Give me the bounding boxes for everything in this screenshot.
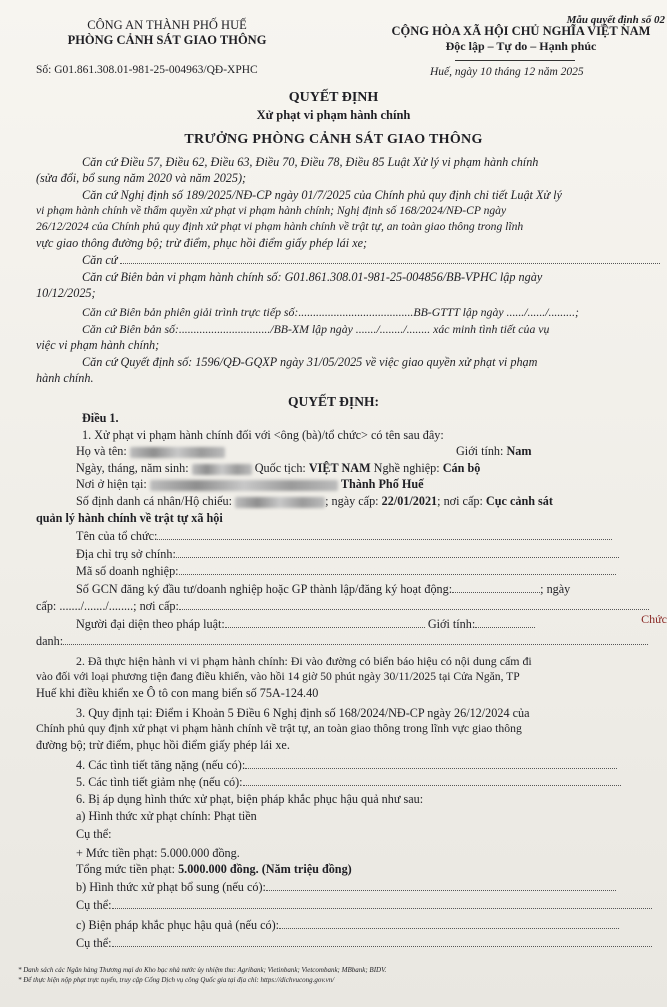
item3-line: đường bộ; trừ điểm, phục hồi điểm giấy phép lái xe. [36, 738, 290, 752]
preamble-line: vực giao thông đường bộ; trừ điểm, phục hồi điểm giấy phép lái xe; [36, 236, 368, 250]
dob-row: Ngày, tháng, năm sinh: Quốc tịch: VIỆT NAM Nghề nghiệp: Cán bộ [76, 461, 481, 475]
preamble-line: Căn cứ Nghị định số 189/2025/NĐ-CP ngày 01/7/2025 của Chính phủ quy định chi tiết Luật Xử lý [82, 188, 562, 202]
gcn-row: Số GCN đăng ký đầu tư/doanh nghiệp hoặc GP thành lập/đăng ký hoạt động: ; ngày [76, 582, 571, 596]
preamble-line: Căn cứ Quyết định số: 1596/QĐ-GQXP ngày 31/05/2025 về việc giao quyền xử phạt vi phạm [82, 355, 538, 369]
title-row: danh: [36, 633, 648, 650]
issue-place-cont: quản lý hành chính về trật tự xã hội [36, 511, 223, 525]
item2-line: Huế khi điều khiển xe Ô tô con mang biển số 75A-124.40 [36, 686, 319, 700]
preamble-line: (sửa đổi, bổ sung năm 2020 và năm 2025); [36, 171, 247, 185]
position-label: Chức [641, 612, 667, 626]
preamble-line: Căn cứ [82, 252, 660, 269]
biz-code-row: Mã số doanh nghiệp: [76, 563, 616, 580]
item5-row: 5. Các tình tiết giảm nhẹ (nếu có): [76, 774, 621, 791]
footnote-online-payment: * Để thực hiện nộp phạt trực tuyến, truy cập Cổng Dịch vụ công Quốc gia tại địa chỉ: https://dichvucong.gov.vn/ [18, 976, 335, 984]
footnote-banks: * Danh sách các Ngân hàng Thương mại do Kho bạc nhà nước ủy nhiệm thu: Agribank; Vietinbank; Vietcombank; MBbank; BIDV. [18, 966, 387, 974]
address-row: Nơi ở hiện tại: Thành Phố Huế [76, 477, 424, 491]
document-subtitle: Xử phạt vi phạm hành chính [256, 108, 411, 122]
motto-underline [455, 60, 575, 61]
country-name: CỘNG HÒA XÃ HỘI CHỦ NGHĨA VIỆT NAM [391, 24, 651, 38]
preamble-line: Căn cứ Biên bản phiên giải trình trực tiếp số:.......................................BB-GTTT lập ngày ....../....../.........; [82, 305, 579, 319]
detail-b-row: Cụ thể: [76, 897, 652, 914]
motto: Độc lập – Tự do – Hạnh phúc [445, 39, 597, 53]
authority-title: TRƯỞNG PHÒNG CẢNH SÁT GIAO THÔNG [184, 132, 483, 147]
detail-label: Cụ thể: [76, 827, 112, 841]
preamble-line: 10/12/2025; [36, 286, 96, 300]
item1-intro: 1. Xử phạt vi phạm hành chính đối với <ông (bà)/tổ chức> có tên sau đây: [82, 428, 444, 442]
form-number: Mẫu quyết định số 02 [566, 14, 665, 26]
remedial-measures-row: c) Biện pháp khắc phục hậu quả (nếu có): [76, 917, 619, 934]
preamble-line: vi phạm hành chính về thẩm quyền xử phạt vi phạm hành chính; Nghị định số 168/2024/NĐ-CP ngày [36, 204, 507, 217]
gcn-row-cont: cấp: ......./......./........; nơi cấp: [36, 598, 649, 615]
item6-intro: 6. Bị áp dụng hình thức xử phạt, biện pháp khắc phục hậu quả như sau: [76, 792, 424, 806]
redacted-dob [192, 464, 252, 475]
item3-line: 3. Quy định tại: Điểm i Khoản 5 Điều 6 Nghị định số 168/2024/NĐ-CP ngày 26/12/2024 của [76, 706, 530, 720]
preamble-line: Căn cứ Điều 57, Điều 62, Điều 63, Điều 70, Điều 78, Điều 85 Luật Xử lý vi phạm hành chính [82, 155, 539, 169]
redacted-address [150, 480, 338, 491]
item4-row: 4. Các tình tiết tăng nặng (nếu có): [76, 757, 617, 774]
preamble-line: Căn cứ Biên bản số:.............................../BB-XM lập ngày ......./......../........ xác minh tình tiết của vụ [82, 322, 550, 336]
decision-heading: QUYẾT ĐỊNH: [288, 394, 379, 409]
preamble-line: 26/12/2024 của Chính phủ quy định xử phạt vi phạm hành chính về trật tự, an toàn giao thông trong lĩnh [36, 220, 524, 233]
preamble-line: hành chính. [36, 371, 94, 385]
redacted-name [130, 447, 225, 458]
item2-line: vào đối với loại phương tiện đang điều khiển, vào hồi 14 giờ 50 phút ngày 30/11/2025 tại Cửa Ngăn, TP [36, 670, 520, 683]
item3-line: Chính phủ quy định xử phạt vi phạm hành chính về trật tự, an toàn giao thông trong lĩnh vực giao thông [36, 722, 522, 735]
additional-penalty-row: b) Hình thức xử phạt bổ sung (nếu có): [76, 879, 616, 896]
rep-row: Người đại diện theo pháp luật: Giới tính: [76, 616, 535, 633]
document-title: QUYẾT ĐỊNH [288, 90, 379, 105]
agency-header [62, 18, 272, 48]
org-name-row: Tên của tổ chức: [76, 528, 612, 545]
preamble-line: việc vi phạm hành chính; [36, 338, 160, 352]
redacted-id [235, 497, 325, 508]
total-fine-row: Tổng mức tiền phạt: 5.000.000 đồng. (Năm triệu đồng) [76, 862, 352, 876]
detail-c-row: Cụ thể: [76, 935, 652, 952]
document-number: Số: G01.861.308.01-981-25-004963/QĐ-XPHC [36, 64, 258, 76]
main-penalty: a) Hình thức xử phạt chính: Phạt tiền [76, 809, 257, 823]
fine-amount: + Mức tiền phạt: 5.000.000 đồng. [76, 846, 240, 860]
agency-name: PHÒNG CẢNH SÁT GIAO THÔNG [67, 33, 267, 47]
issue-date: Huế, ngày 10 tháng 12 năm 2025 [430, 66, 584, 78]
article-heading: Điều 1. [82, 411, 119, 425]
id-row: Số định danh cá nhân/Hộ chiếu: ; ngày cấp: 22/01/2021; nơi cấp: Cục cảnh sát [76, 494, 553, 508]
name-row: Họ và tên: Giới tính: Nam [76, 444, 532, 458]
preamble-line: Căn cứ Biên bản vi phạm hành chính số: G01.861.308.01-981-25-004856/BB-VPHC lập ngày [82, 270, 543, 284]
org-address-row: Địa chỉ trụ sở chính: [76, 546, 619, 563]
agency-parent: CÔNG AN THÀNH PHỐ HUẾ [87, 18, 247, 32]
national-header [378, 24, 664, 54]
item2-line: 2. Đã thực hiện hành vi vi phạm hành chính: Đi vào đường có biển báo hiệu có nội dung cấm đi [76, 654, 532, 668]
